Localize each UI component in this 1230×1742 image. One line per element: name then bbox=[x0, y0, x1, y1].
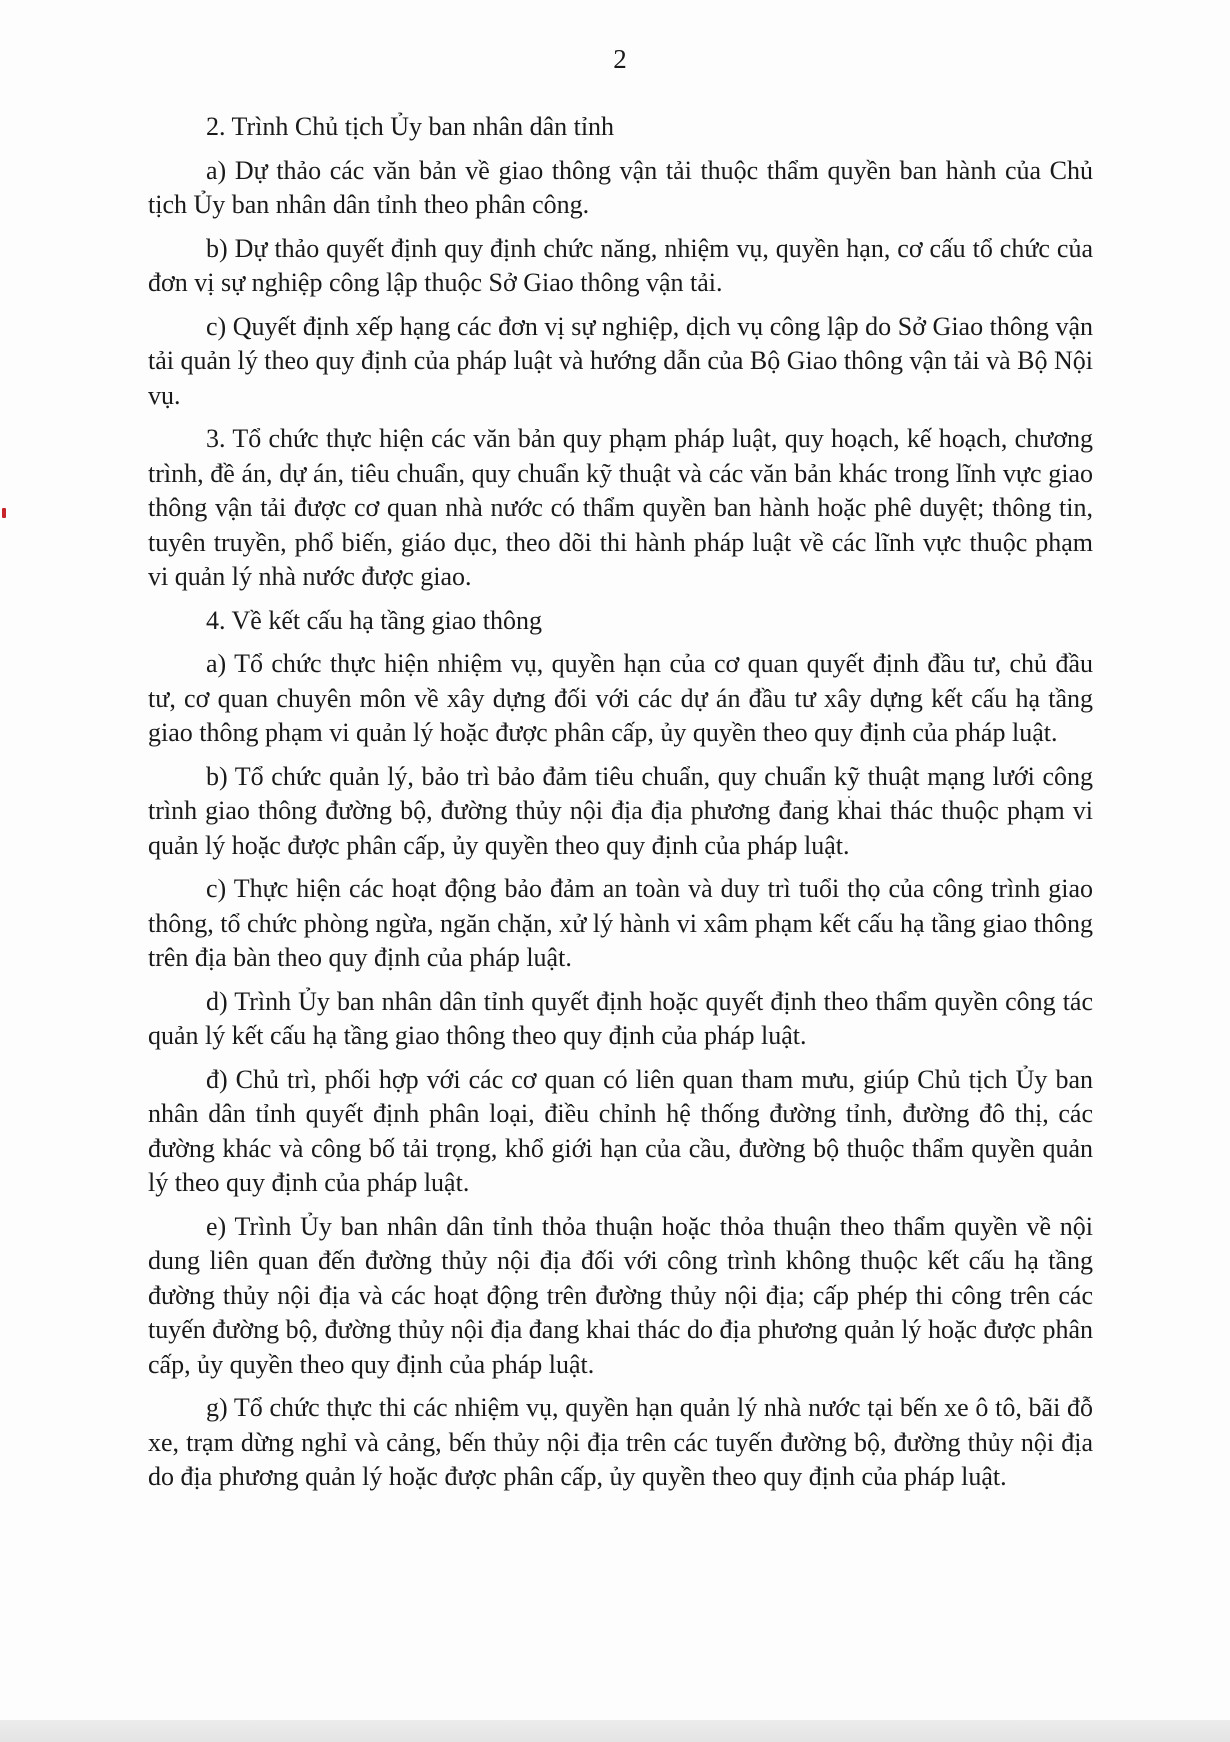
paragraph-2b: b) Dự thảo quyết định quy định chức năng, nhiệm vụ, quyền hạn, cơ cấu tổ chức của đơn vị sự nghiệp công lập thuộc Sở Giao thông vận tải. bbox=[148, 233, 1093, 297]
margin-mark bbox=[2, 508, 6, 518]
paragraph-2a: a) Dự thảo các văn bản về giao thông vận tải thuộc thẩm quyền ban hành của Chủ tịch Ủy ban nhân dân tỉnh theo phân công. bbox=[148, 155, 1093, 219]
paragraph-4c: c) Thực hiện các hoạt động bảo đảm an toàn và duy trì tuổi thọ của công trình giao thông, tổ chức phòng ngừa, ngăn chặn, xử lý hành vi xâm phạm kết cấu hạ tầng giao thông trên địa bàn theo quy định của pháp luật. bbox=[148, 874, 1093, 972]
section-4-heading: 4. Về kết cấu hạ tầng giao thông bbox=[206, 605, 542, 635]
paragraph-4g: g) Tổ chức thực thi các nhiệm vụ, quyền hạn quản lý nhà nước tại bến xe ô tô, bãi đỗ xe, trạm dừng nghỉ và cảng, bến thủy nội địa trên các tuyến đường bộ, đường thủy nội địa do địa phương quản lý hoặc được phân cấp, ủy quyền theo quy định của pháp luật. bbox=[148, 1393, 1093, 1491]
document-body bbox=[148, 110, 1093, 1504]
section-3: 3. Tổ chức thực hiện các văn bản quy phạm pháp luật, quy hoạch, kế hoạch, chương trình, đề án, dự án, tiêu chuẩn, quy chuẩn kỹ thuật và các văn bản khác trong lĩnh vực giao thông vận tải được cơ quan nhà nước có thẩm quyền ban hành hoặc phê duyệt; thông tin, tuyên truyền, phổ biến, giáo dục, theo dõi thi hành pháp luật về các lĩnh vực thuộc phạm vi quản lý nhà nước được giao. bbox=[148, 424, 1093, 591]
scan-bottom-edge bbox=[0, 1720, 1230, 1742]
paragraph-4d: d) Trình Ủy ban nhân dân tỉnh quyết định hoặc quyết định theo thẩm quyền công tác quản lý kết cấu hạ tầng giao thông theo quy định của pháp luật. bbox=[148, 986, 1093, 1050]
paragraph-4e: e) Trình Ủy ban nhân dân tỉnh thỏa thuận hoặc thỏa thuận theo thẩm quyền về nội dung liên quan đến đường thủy nội địa đối với công trình không thuộc kết cấu hạ tầng đường thủy nội địa và các hoạt động trên đường thủy nội địa; cấp phép thi công trên các tuyến đường bộ, đường thủy nội địa đang khai thác do địa phương quản lý hoặc được phân cấp, ủy quyền theo quy định của pháp luật. bbox=[148, 1211, 1093, 1379]
paragraph-4a: a) Tổ chức thực hiện nhiệm vụ, quyền hạn của cơ quan quyết định đầu tư, chủ đầu tư, cơ quan chuyên môn về xây dựng đối với các dự án đầu tư xây dựng kết cấu hạ tầng giao thông phạm vi quản lý hoặc được phân cấp, ủy quyền theo quy định của pháp luật. bbox=[148, 649, 1093, 747]
section-2-heading: 2. Trình Chủ tịch Ủy ban nhân dân tỉnh bbox=[206, 112, 615, 141]
paragraph-4dd: đ) Chủ trì, phối hợp với các cơ quan có liên quan tham mưu, giúp Chủ tịch Ủy ban nhân dân tỉnh quyết định phân loại, điều chỉnh hệ thống đường tỉnh, đường đô thị, các đường khác và công bố tải trọng, khổ giới hạn của cầu, đường bộ thuộc thẩm quyền quản lý theo quy định của pháp luật. bbox=[148, 1064, 1093, 1197]
page-number: 2 bbox=[613, 44, 627, 74]
paragraph-4b: b) Tổ chức quản lý, bảo trì bảo đảm tiêu chuẩn, quy chuẩn kỹ thuật mạng lưới công trình giao thông đường bộ, đường thủy nội địa địa phương đang khai thác thuộc phạm vi quản lý hoặc được phân cấp, ủy quyền theo quy định của pháp luật. bbox=[148, 761, 1093, 860]
paragraph-2c: c) Quyết định xếp hạng các đơn vị sự nghiệp, dịch vụ công lập do Sở Giao thông vận tải quản lý theo quy định của pháp luật và hướng dẫn của Bộ Giao thông vận tải và Bộ Nội vụ. bbox=[148, 311, 1093, 410]
